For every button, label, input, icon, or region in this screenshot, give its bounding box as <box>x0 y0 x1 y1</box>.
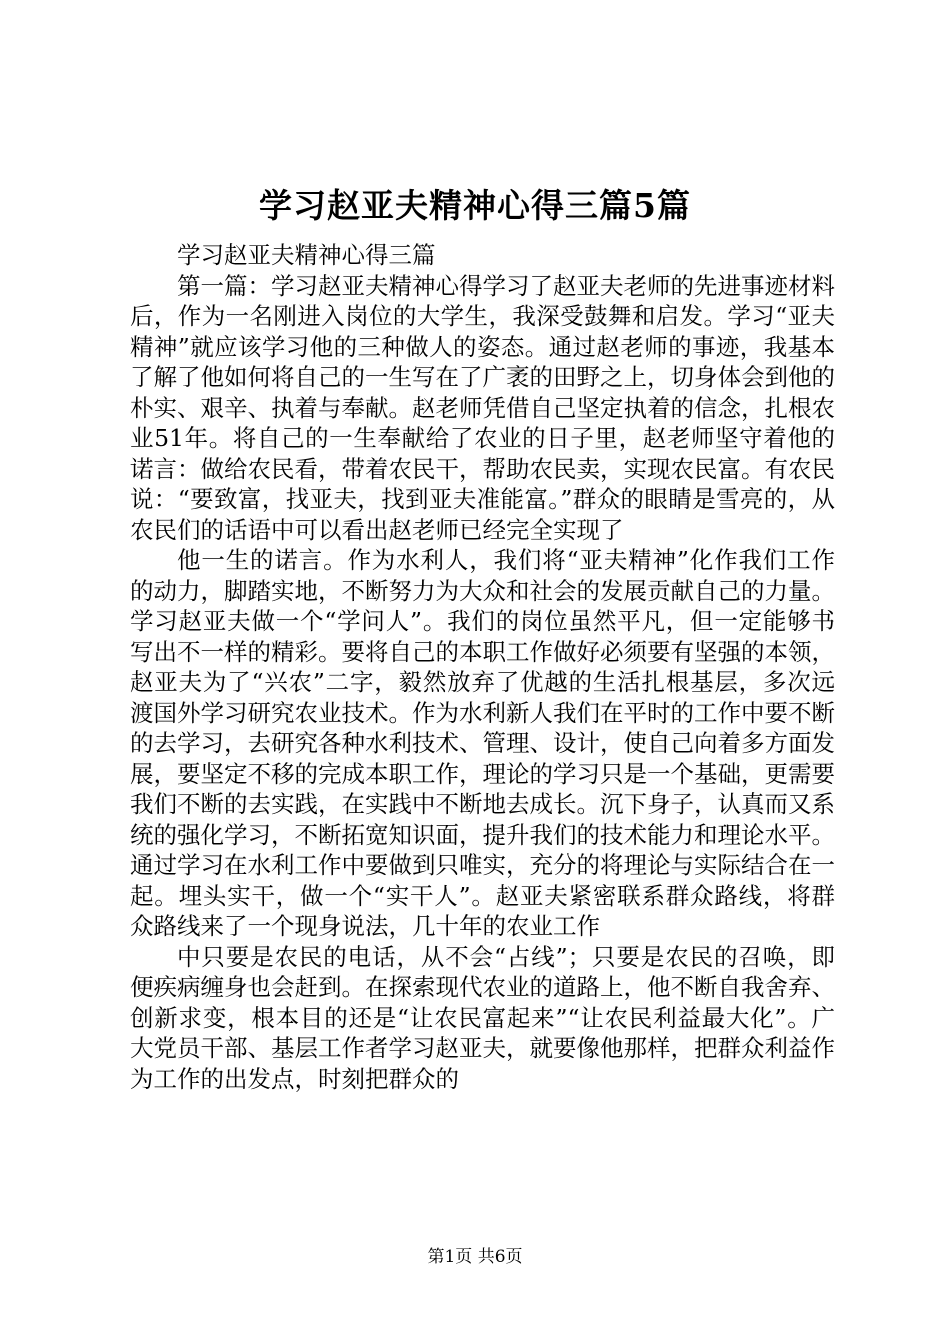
document-title: 学习赵亚夫精神心得三篇5篇 <box>259 186 691 225</box>
paragraph: 中只要是农民的电话，从不会“占线”；只要是农民的召唤，即便疾病缠身也会赶到。在探索现代农业的道路上，他不断自我舍弃、创新求变，根本目的还是“让农民富起来”“让农民利益最大化”。广大党员干部、基层工作者学习赵亚夫，就要像他那样，把群众利益作为工作的出发点，时刻把群众的 <box>130 942 835 1093</box>
document-body <box>130 240 835 1094</box>
paragraph: 他一生的诺言。作为水利人，我们将“亚夫精神”化作我们工作的动力，脚踏实地，不断努力为大众和社会的发展贡献自己的力量。学习赵亚夫做一个“学问人”。我们的岗位虽然平凡，但一定能够书写出不一样的精彩。要将自己的本职工作做好必须要有坚强的本领，赵亚夫为了“兴农”二字，毅然放弃了优越的生活扎根基层，多次远渡国外学习研究农业技术。作为水利新人我们在平时的工作中要不断的去学习，去研究各种水利技术、管理、设计，使自己向着多方面发展，要坚定不移的完成本职工作，理论的学习只是一个基础，更需要我们不断的去实践，在实践中不断地去成长。沉下身子，认真而又系统的强化学习，不断拓宽知识面，提升我们的技术能力和理论水平。通过学习在水利工作中要做到只唯实，充分的将理论与实际结合在一起。埋头实干，做一个“实干人”。赵亚夫紧密联系群众路线，将群众路线来了一个现身说法，几十年的农业工作 <box>130 546 835 940</box>
paragraph-subtitle: 学习赵亚夫精神心得三篇 <box>177 241 436 269</box>
page-footer: 第1页 共6页 <box>427 1247 523 1267</box>
paragraph: 第一篇：学习赵亚夫精神心得学习了赵亚夫老师的先进事迹材料后，作为一名刚进入岗位的大学生，我深受鼓舞和启发。学习“亚夫精神”就应该学习他的三种做人的姿态。通过赵老师的事迹，我基本了解了他如何将自己的一生写在了广袤的田野之上，切身体会到他的朴实、艰辛、执着与奉献。赵老师凭借自己坚定执着的信念，扎根农业51年。将自己的一生奉献给了农业的日子里，赵老师坚守着他的诺言：做给农民看，带着农民干，帮助农民卖，实现农民富。有农民说：“要致富，找亚夫，找到亚夫准能富。”群众的眼睛是雪亮的，从农民们的话语中可以看出赵老师已经完全实现了 <box>130 271 835 544</box>
